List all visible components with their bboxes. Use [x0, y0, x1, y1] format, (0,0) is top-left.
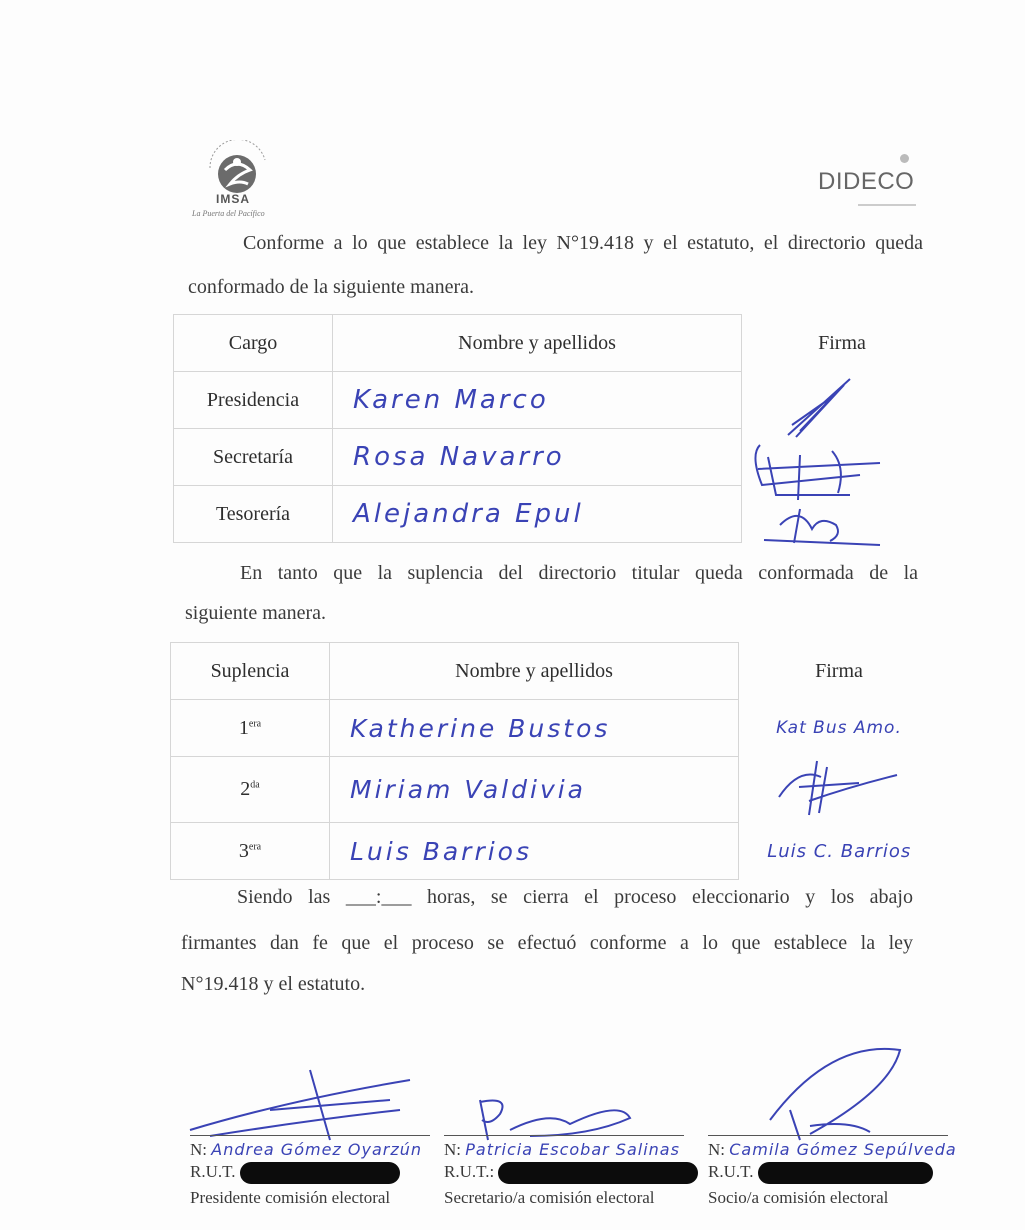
header-firma: Firma	[818, 331, 866, 354]
signature-scribble	[769, 757, 909, 817]
signatory-president: N: Andrea Gómez Oyarzún R.U.T. Presidente comisión electoral	[190, 1135, 430, 1208]
cargo-cell: Tesorería	[174, 486, 333, 543]
table-row	[171, 823, 940, 880]
handwritten-signature: Kat Bus Amo.	[776, 718, 902, 738]
role-label: Socio/a comisión electoral	[708, 1188, 889, 1207]
header-suplencia: Suplencia	[171, 643, 330, 700]
table-row	[171, 757, 940, 823]
table-row	[171, 700, 940, 757]
redaction-bar	[240, 1162, 400, 1184]
role-label: Secretario/a comisión electoral	[444, 1188, 655, 1207]
handwritten-name: Camila Gómez Sepúlveda	[729, 1140, 957, 1159]
signatory-secretary: N: Patricia Escobar Salinas R.U.T.: Secretario/a comisión electoral	[444, 1135, 684, 1208]
closing-line-1: Siendo las ___:___ horas, se cierra el proceso eleccionario y los abajo	[237, 886, 913, 908]
handwritten-name: Karen Marco	[333, 372, 742, 429]
handwritten-name: Miriam Valdivia	[330, 757, 739, 823]
handwritten-name: Patricia Escobar Salinas	[465, 1140, 680, 1159]
substitute-line-1: En tanto que la suplencia del directorio titular queda conformada de la	[240, 562, 918, 584]
closing-line-3: N°19.418 y el estatuto.	[181, 973, 366, 995]
order-cell: $2^{da}$	[171, 757, 330, 823]
order-cell: $3^{era}$	[171, 823, 330, 880]
substitute-table	[170, 642, 940, 880]
closing-line-2: firmantes dan fe que el proceso se efectuó conforme a lo que establece la ley	[181, 932, 913, 954]
signatory-signatures	[170, 1040, 930, 1150]
imsa-logo	[190, 140, 285, 220]
order-cell: $1^{era}$	[171, 700, 330, 757]
header-nombre: Nombre y apellidos	[330, 643, 739, 700]
role-label: Presidente comisión electoral	[190, 1188, 391, 1207]
intro-line-2: conformado de la siguiente manera.	[188, 276, 474, 298]
handwritten-name: Luis Barrios	[330, 823, 739, 880]
signatory-member: N: Camila Gómez Sepúlveda R.U.T. Socio/a comisión electoral	[708, 1135, 948, 1208]
header-firma: Firma	[815, 659, 863, 682]
handwritten-name: Andrea Gómez Oyarzún	[211, 1140, 423, 1159]
redaction-bar	[758, 1162, 933, 1184]
imsa-logo-text: IMSA	[216, 192, 250, 206]
substitute-line-2: siguiente manera.	[185, 602, 327, 624]
handwritten-signature: Luis C. Barrios	[767, 840, 912, 862]
board-table-header	[174, 315, 943, 372]
board-signatures	[740, 375, 900, 555]
dideco-logo	[818, 168, 928, 218]
cargo-cell: Presidencia	[174, 372, 333, 429]
substitute-table-header	[171, 643, 940, 700]
intro-line-1: Conforme a lo que establece la ley N°19.418 y el estatuto, el directorio queda	[243, 232, 923, 254]
cargo-cell: Secretaría	[174, 429, 333, 486]
header-nombre: Nombre y apellidos	[333, 315, 742, 372]
imsa-motto: La Puerta del Pacífico	[192, 209, 265, 218]
handwritten-name: Katherine Bustos	[330, 700, 739, 757]
header-cargo: Cargo	[174, 315, 333, 372]
redaction-bar	[498, 1162, 698, 1184]
handwritten-name: Alejandra Epul	[333, 486, 742, 543]
handwritten-name: Rosa Navarro	[333, 429, 742, 486]
dideco-logo-text: DIDECO	[818, 168, 915, 195]
handwritten-signature	[739, 757, 940, 823]
